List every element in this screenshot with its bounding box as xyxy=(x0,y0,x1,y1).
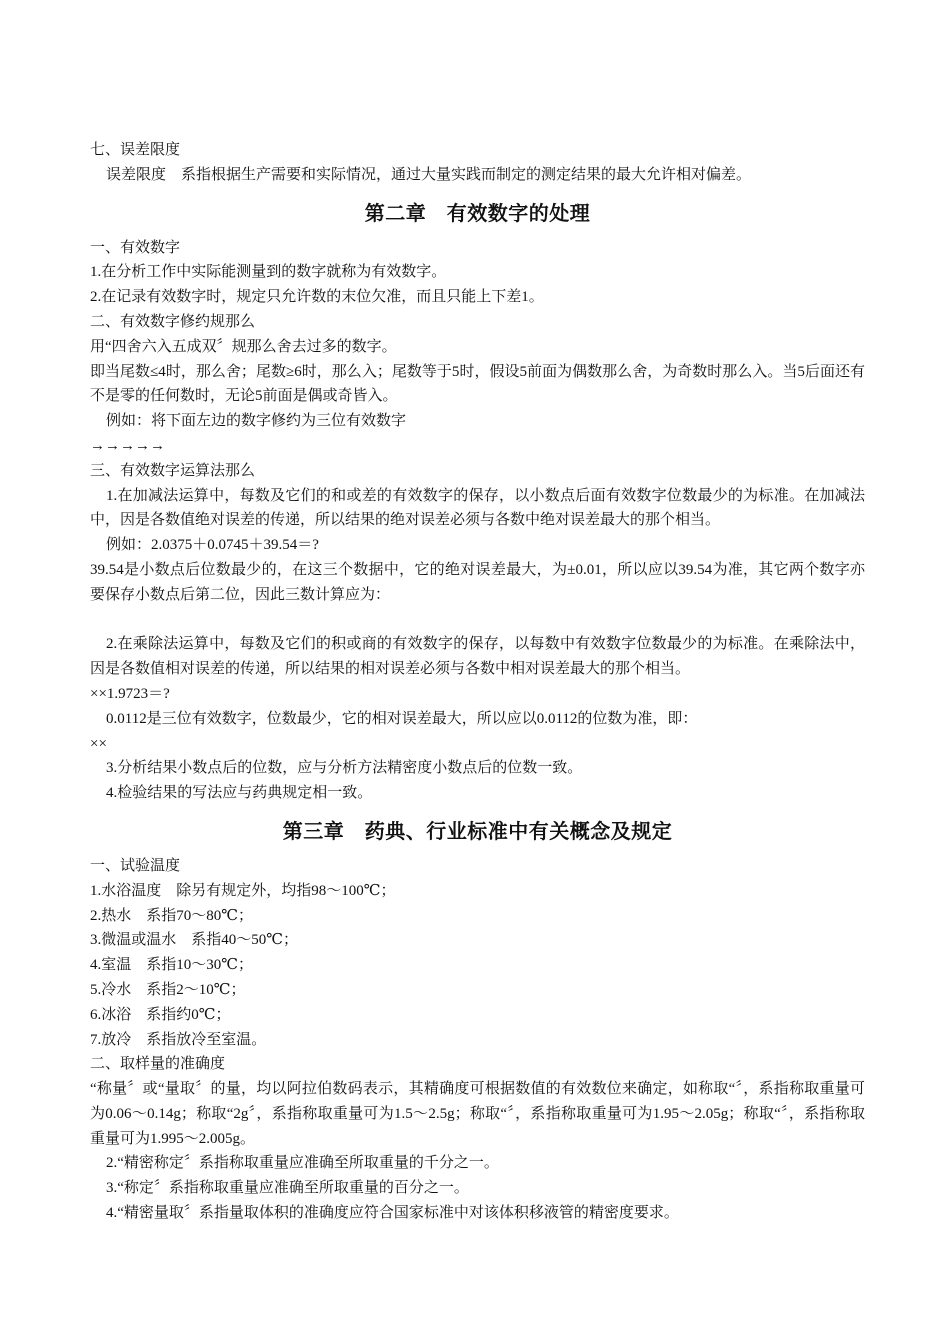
list-item: 4.室温 系指10～30℃； xyxy=(90,957,254,974)
section-heading-significant-figures: 一、有效数字 xyxy=(90,239,181,256)
paragraph: 2.“精密称定〞系指称取重量应准确至所取重量的千分之一。 xyxy=(106,1155,499,1172)
arrows-row: →→→→→ xyxy=(90,437,165,454)
paragraph: 4.“精密量取〞系指量取体积的准确度应符合国家标准中对该体积移液管的精密度要求。 xyxy=(106,1205,679,1222)
paragraph: 1.在分析工作中实际能测量到的数字就称为有效数字。 xyxy=(90,264,447,281)
document-page xyxy=(90,138,865,1226)
list-item: 6.冰浴 系指约0℃； xyxy=(90,1006,231,1023)
section-heading-error-limit: 七、误差限度 xyxy=(90,142,181,158)
list-item: 3.微温或温水 系指40～50℃； xyxy=(90,932,299,949)
paragraph: 2.在乘除法运算中，每数及它们的积或商的有效数字的保存，以每数中有效数字位数最少的为标准。在乘除法中，因是各数值相对误差的传递，所以结果的相对误差必须与各数中相对误差最大的那个相当。 xyxy=(90,636,865,678)
section-heading-sampling-accuracy: 二、取样量的准确度 xyxy=(90,1056,226,1073)
list-item: 7.放冷 系指放冷至室温。 xyxy=(90,1031,267,1048)
section-heading-operation-rules: 三、有效数字运算法那么 xyxy=(90,462,256,479)
blank-line xyxy=(90,608,865,633)
paragraph: 即当尾数≤4时，那么舍；尾数≥6时，那么入；尾数等于5时，假设5前面为偶数那么舍，为奇数时那么入。当5后面还有不是零的任何数时，无论5前面是偶或奇皆入。 xyxy=(90,363,865,405)
list-item: 2.热水 系指70～80℃； xyxy=(90,907,254,924)
paragraph: 4.检验结果的写法应与药典规定相一致。 xyxy=(106,785,373,802)
list-item: 5.冷水 系指2～10℃； xyxy=(90,981,246,998)
paragraph: ×× xyxy=(90,735,107,752)
paragraph: 用“四舍六入五成双〞规那么舍去过多的数字。 xyxy=(90,338,397,355)
paragraph: 39.54是小数点后位数最少的，在这三个数据中，它的绝对误差最大，为±0.01，所以应以39.54为准，其它两个数字亦要保存小数点后第二位，因此三数计算应为： xyxy=(90,561,865,603)
list-item: 1.水浴温度 除另有规定外，均指98～100℃； xyxy=(90,882,396,899)
paragraph: 例如：将下面左边的数字修约为三位有效数字 xyxy=(106,413,407,430)
paragraph: 0.0112是三位有效数字，位数最少，它的相对误差最大，所以应以0.0112的位数为准，即： xyxy=(106,710,698,727)
paragraph: “称量〞或“量取〞的量，均以阿拉伯数码表示，其精确度可根据数值的有效数位来确定，如称取“〞，系指称取重量可为0.06～0.14g；称取“2g〞，系指称取重量可为1.5～2.5g；称取“〞，系指称取重量可为1.95～2.05g；称取“〞，系指称取重量可为1.995～2.005g。 xyxy=(90,1081,865,1147)
section-heading-rounding-rules: 二、有效数字修约规那么 xyxy=(90,313,256,330)
paragraph: 3.“称定〞系指称取重量应准确至所取重量的百分之一。 xyxy=(106,1180,469,1197)
chapter-3-title: 第三章 药典、行业标准中有关概念及规定 xyxy=(282,818,673,843)
paragraph: 例如：2.0375＋0.0745＋39.54＝? xyxy=(106,537,319,554)
paragraph: ××1.9723＝? xyxy=(90,685,170,702)
paragraph: 2.在记录有效数字时，规定只允许数的末位欠准，而且只能上下差1。 xyxy=(90,289,544,306)
paragraph: 3.分析结果小数点后的位数，应与分析方法精密度小数点后的位数一致。 xyxy=(106,760,583,777)
section-heading-test-temperature: 一、试验温度 xyxy=(90,857,181,874)
paragraph: 1.在加减法运算中，每数及它们的和或差的有效数字的保存，以小数点后面有效数字位数最少的为标准。在加减法中，因是各数值绝对误差的传递，所以结果的绝对误差必须与各数中绝对误差最大的那个相当。 xyxy=(90,487,865,529)
chapter-2-title: 第二章 有效数字的处理 xyxy=(364,200,591,225)
error-limit-definition: 误差限度 系指根据生产需要和实际情况，通过大量实践而制定的测定结果的最大允许相对偏差。 xyxy=(106,166,752,183)
